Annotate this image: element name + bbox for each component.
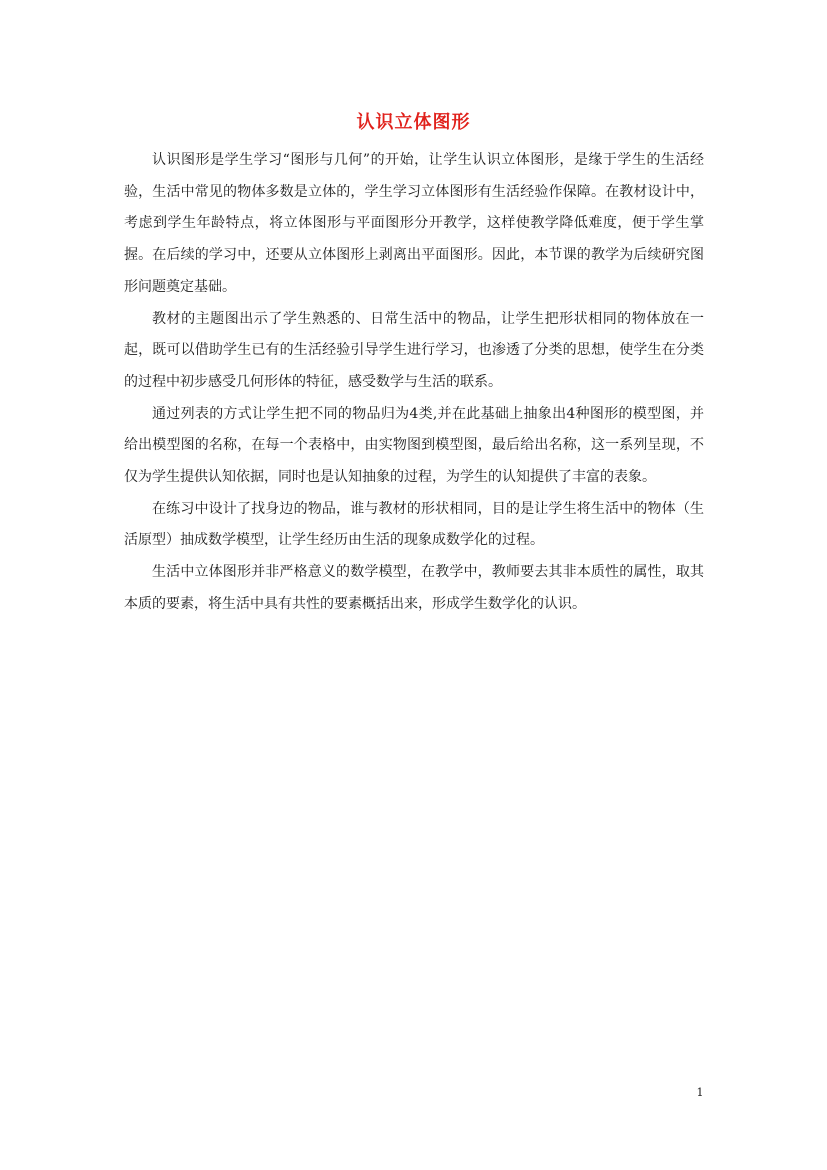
paragraph-2: 教材的主题图出示了学生熟悉的、日常生活中的物品，让学生把形状相同的物体放在一起，既可以借助学生已有的生活经验引导学生进行学习，也渗透了分类的思想，使学生在分类的过程中初步感受几何形体的特征，感受数学与生活的联系。 — [124, 310, 704, 390]
paragraph-3: 通过列表的方式让学生把不同的物品归为4类,并在此基础上抽象出4种图形的模型图，并给出模型图的名称，在每一个表格中，由实物图到模型图，最后给出名称，这一系列呈现，不仅为学生提供认知依据，同时也是认知抽象的过程，为学生的认知提供了丰富的表象。 — [124, 405, 704, 486]
document-body — [124, 145, 704, 621]
document-title: 认识立体图形 — [356, 112, 471, 133]
paragraph-5: 生活中立体图形并非严格意义的数学模型，在教学中，教师要去其非本质性的属性，取其本质的要素，将生活中具有共性的要素概括出来，形成学生数学化的认识。 — [124, 564, 704, 612]
page-number: 1 — [696, 1086, 704, 1099]
paragraph-1: 认识图形是学生学习“图形与几何”的开始，让学生认识立体图形，是缘于学生的生活经验，生活中常见的物体多数是立体的，学生学习立体图形有生活经验作保障。在教材设计中，考虑到学生年龄特点，将立体图形与平面图形分开教学，这样使教学降低难度，便于学生掌握。在后续的学习中，还要从立体图形上剥离出平面图形。因此，本节课的教学为后续研究图形问题奠定基础。 — [124, 152, 704, 295]
paragraph-4: 在练习中设计了找身边的物品，谁与教材的形状相同，目的是让学生将生活中的物体（生活原型）抽成数学模型，让学生经历由生活的现象成数学化的过程。 — [124, 500, 704, 549]
